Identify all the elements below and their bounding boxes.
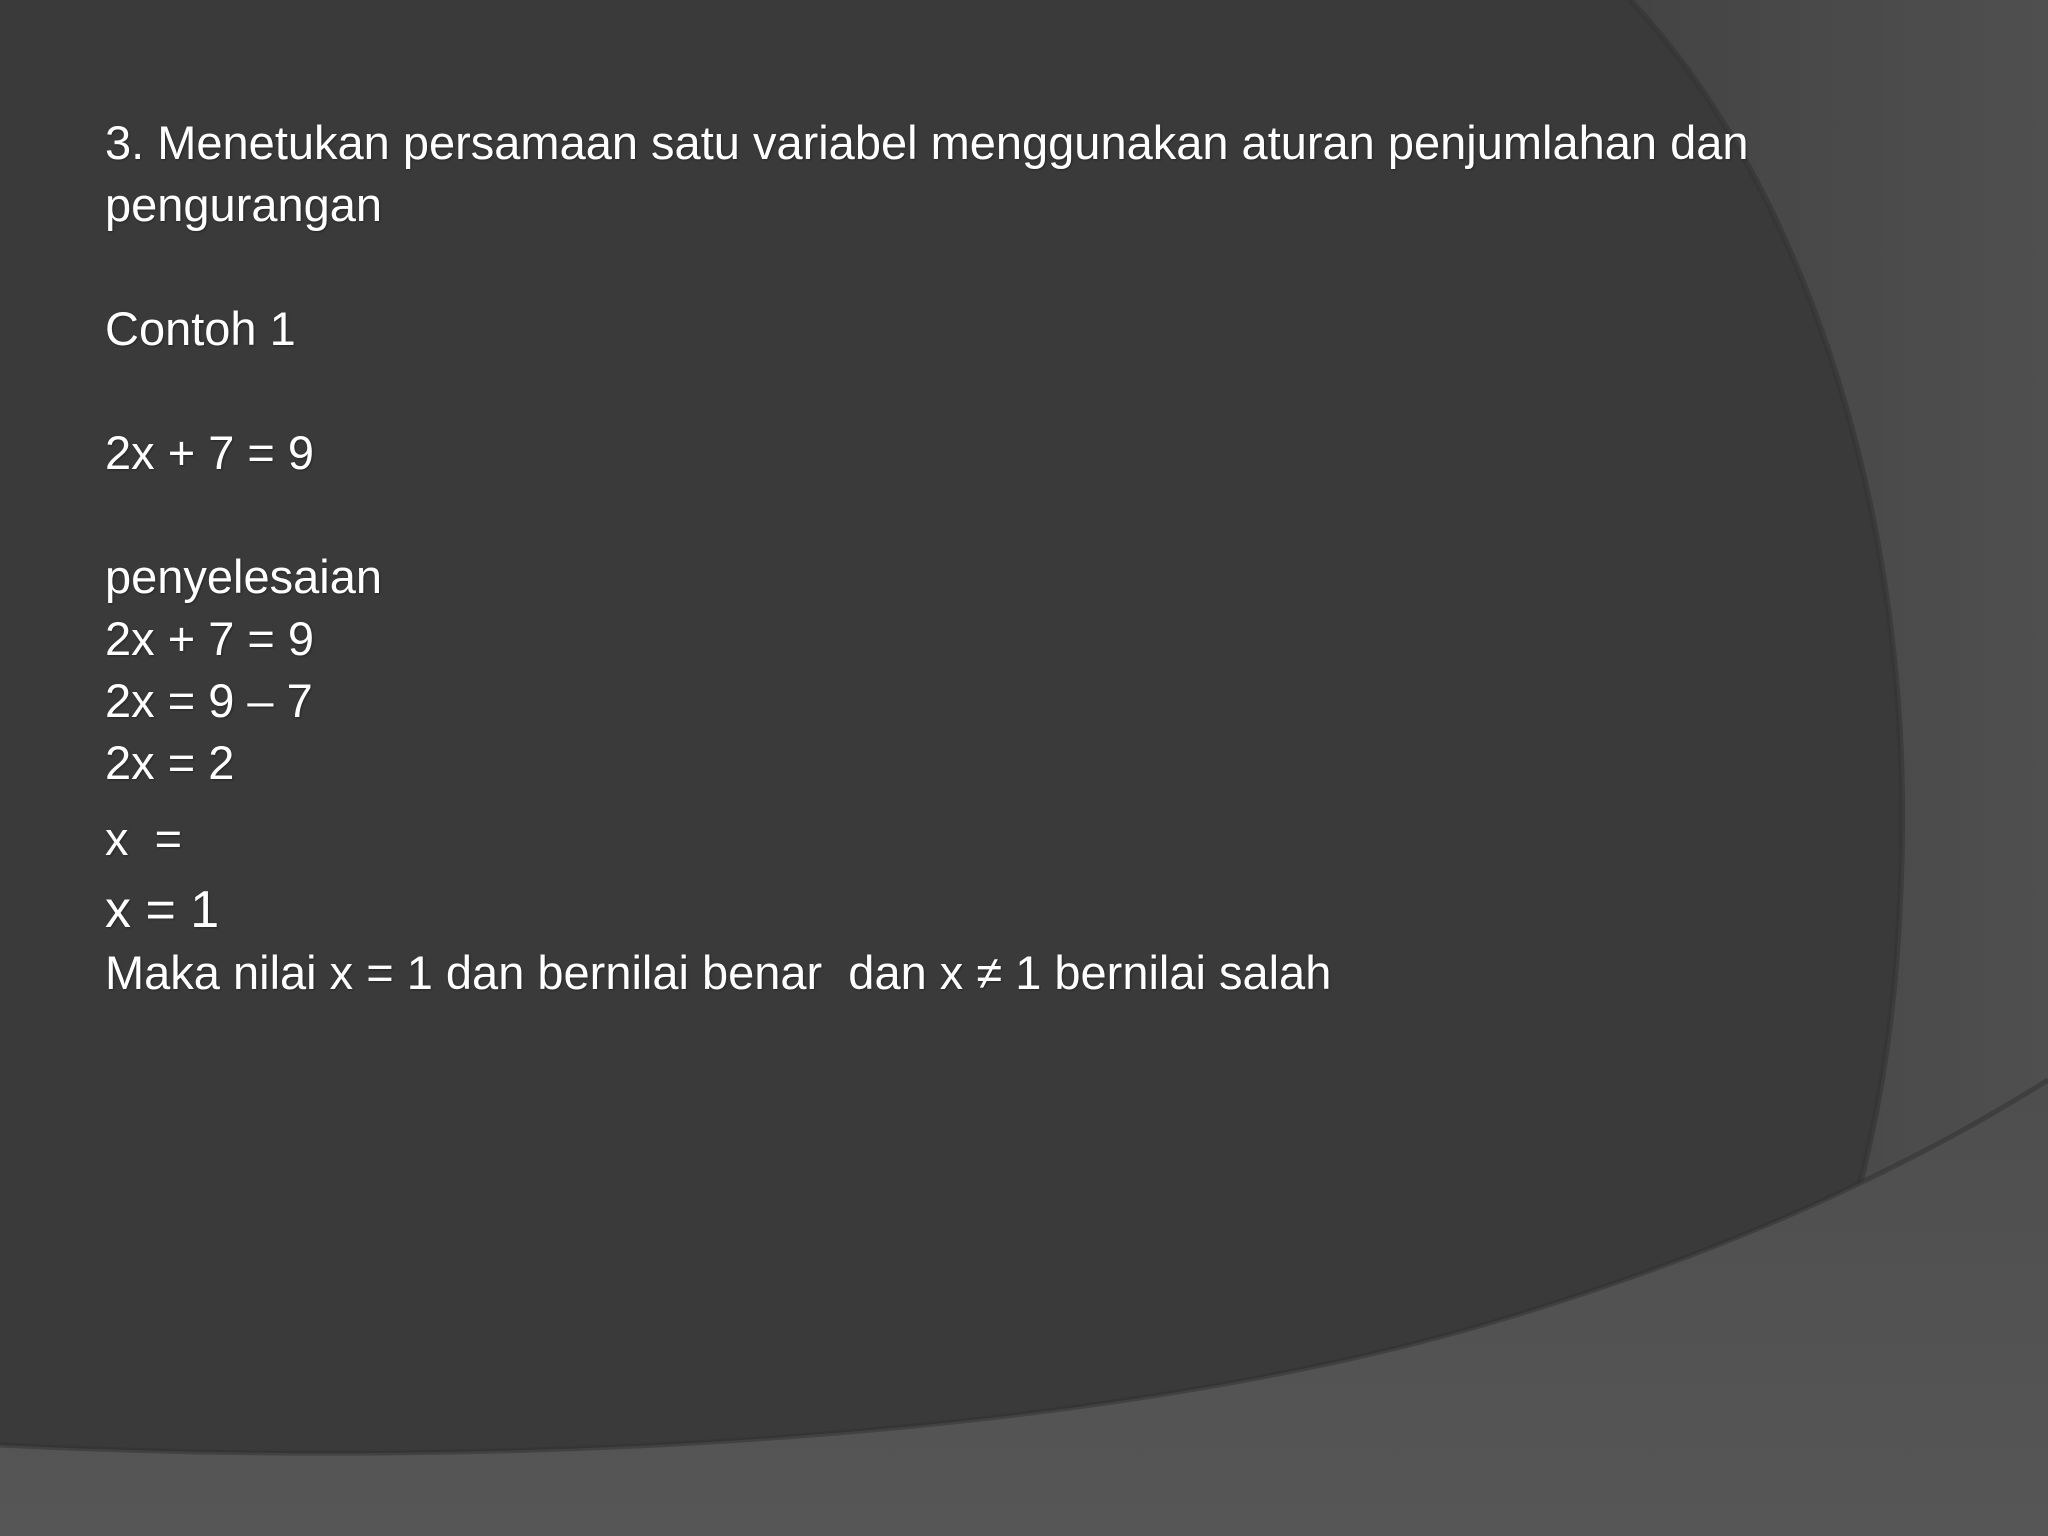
example-heading: Contoh 1 [105,302,296,355]
result-line: x = 1 [105,881,220,939]
x-equals-line: x = [105,812,183,865]
slide-title: 3. Menetukan persamaan satu variabel menggunakan aturan penjumlahan dan pengurangan [105,116,1749,231]
spacer [105,360,1985,422]
equation: 2x + 7 = 9 [105,426,315,479]
step-3: 2x = 2 [105,736,235,789]
spacer [105,484,1985,546]
step-1: 2x + 7 = 9 [105,612,315,665]
solution-label: penyelesaian [105,550,382,603]
slide-content [105,112,1985,1004]
spacer [105,236,1985,298]
bottom-swoosh [0,1080,2048,1536]
conclusion: Maka nilai x = 1 dan bernilai benar dan x ≠ 1 bernilai salah [105,946,1332,999]
step-2: 2x = 9 – 7 [105,674,313,727]
